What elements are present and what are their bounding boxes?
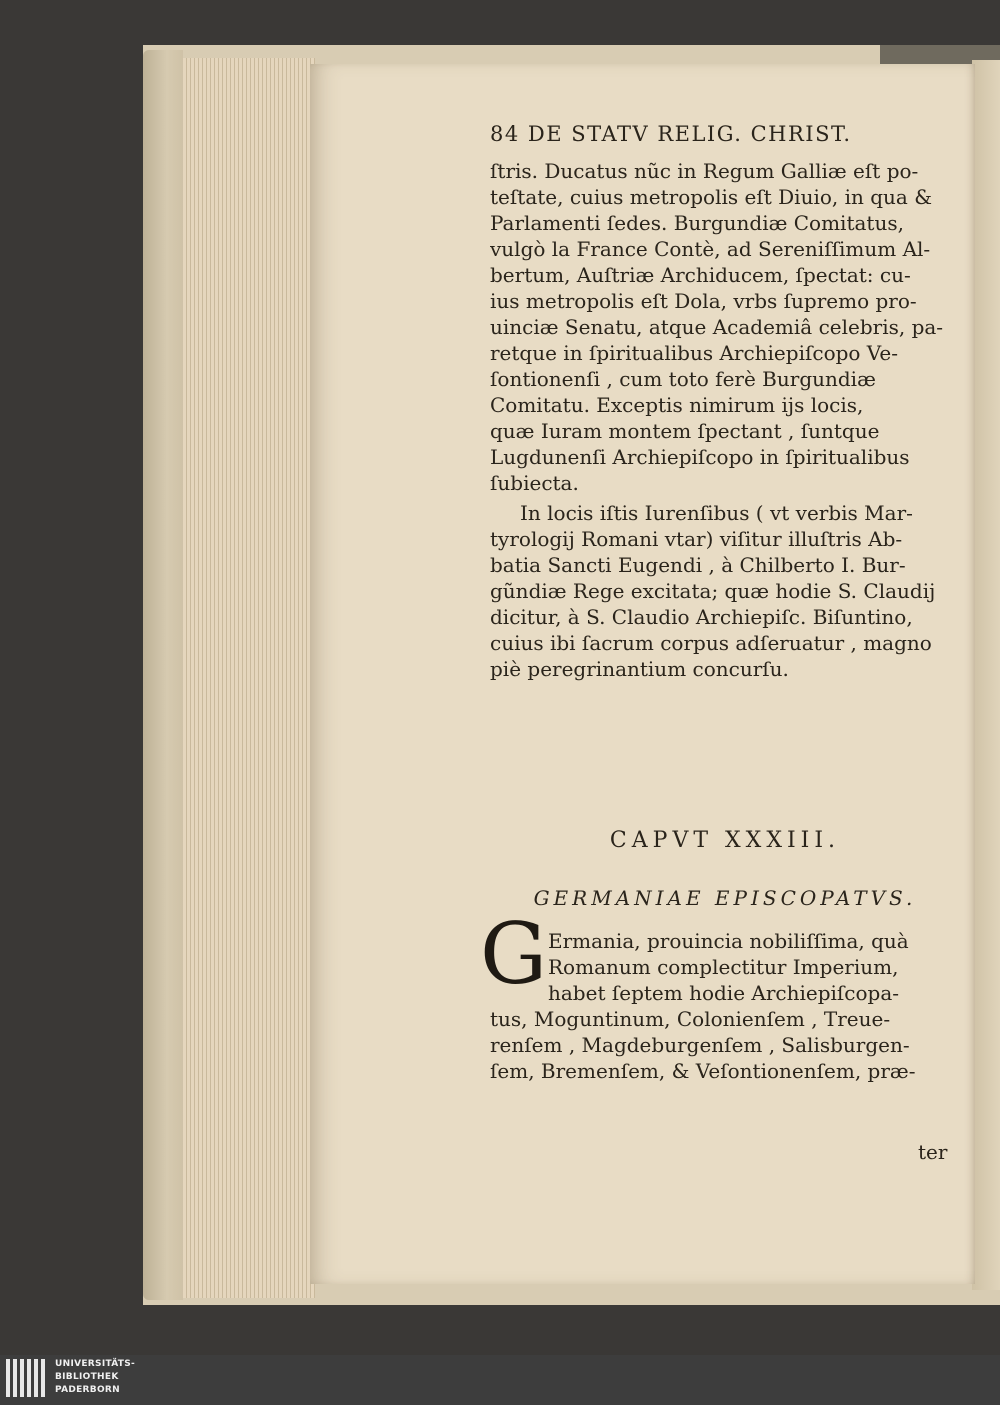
text-line: tus, Moguntinum, Colonienſem , Treue- — [490, 1007, 891, 1031]
text-line: ius metropolis eſt Dola, vrbs ſupremo pro- — [490, 289, 917, 313]
running-head: 84 DE STATV RELIG. CHRIST. — [490, 122, 852, 146]
logo-line: BIBLIOTHEK — [55, 1372, 119, 1382]
book-cover-edge — [143, 50, 183, 1300]
text-line: habet ſeptem hodie Archiepiſcopa- — [548, 981, 900, 1005]
drop-cap: G — [480, 905, 548, 1003]
logo-line: UNIVERSITÄTS- — [55, 1359, 136, 1369]
text-line: retque in ſpiritualibus Archiepiſcopo Ve- — [490, 341, 899, 365]
text-line: teſtate, cuius metropolis eſt Diuio, in qua & — [490, 185, 933, 209]
chapter-title: CAPVT XXXIII. — [609, 828, 841, 853]
text-line: In locis iſtis Iurenſibus ( vt verbis Mar- — [520, 501, 913, 525]
text-line: ſem, Bremenſem, & Veſontionenſem, præ- — [490, 1059, 916, 1083]
text-line: gũndiæ Rege excitata; quæ hodie S. Claudij — [490, 579, 936, 603]
text-line: uinciæ Senatu, atque Academiâ celebris, pa- — [490, 315, 944, 339]
text-line: tyrologij Romani vtar) viſitur illuſtris Ab- — [490, 527, 903, 551]
text-line: ſontionenſi , cum toto ferè Burgundiæ — [490, 367, 876, 391]
text-line: ſtris. Ducatus nũc in Regum Galliæ eſt po- — [490, 159, 919, 183]
library-logo-text — [55, 1358, 135, 1397]
text-line: Parlamenti ſedes. Burgundiæ Comitatus, — [490, 211, 904, 235]
text-line: quæ Iuram montem ſpectant , ſuntque — [490, 419, 880, 443]
text-line: piè peregrinantium concurſu. — [490, 657, 789, 681]
facing-page-edge — [972, 60, 1000, 1290]
section-title: GERMANIAE EPISCOPATVS. — [533, 886, 917, 910]
text-line: ſubiecta. — [490, 471, 579, 495]
logo-line: PADERBORN — [55, 1385, 120, 1395]
library-logo-icon — [6, 1359, 48, 1397]
text-line: vulgò la France Contè, ad Sereniſſimum Al- — [490, 237, 931, 261]
text-line: batia Sancti Eugendi , à Chilberto I. Bur- — [490, 553, 906, 577]
text-line: Comitatu. Exceptis nimirum ijs locis, — [490, 393, 864, 417]
footer-bar — [0, 1355, 1000, 1405]
text-line: cuius ibi ſacrum corpus adſeruatur , magno — [490, 631, 932, 655]
text-line: bertum, Auſtriæ Archiducem, ſpectat: cu- — [490, 263, 911, 287]
text-line: Lugdunenſi Archiepiſcopo in ſpiritualibus — [490, 445, 910, 469]
page-edges — [183, 58, 315, 1298]
text-line: Ermania, prouincia nobiliſſima, quà — [548, 929, 909, 953]
text-line: Romanum complectitur Imperium, — [548, 955, 899, 979]
text-line: dicitur, à S. Claudio Archiepiſc. Biſuntino, — [490, 605, 913, 629]
catchword: ter — [918, 1140, 948, 1164]
text-line: renſem , Magdeburgenſem , Salisburgen- — [490, 1033, 910, 1057]
